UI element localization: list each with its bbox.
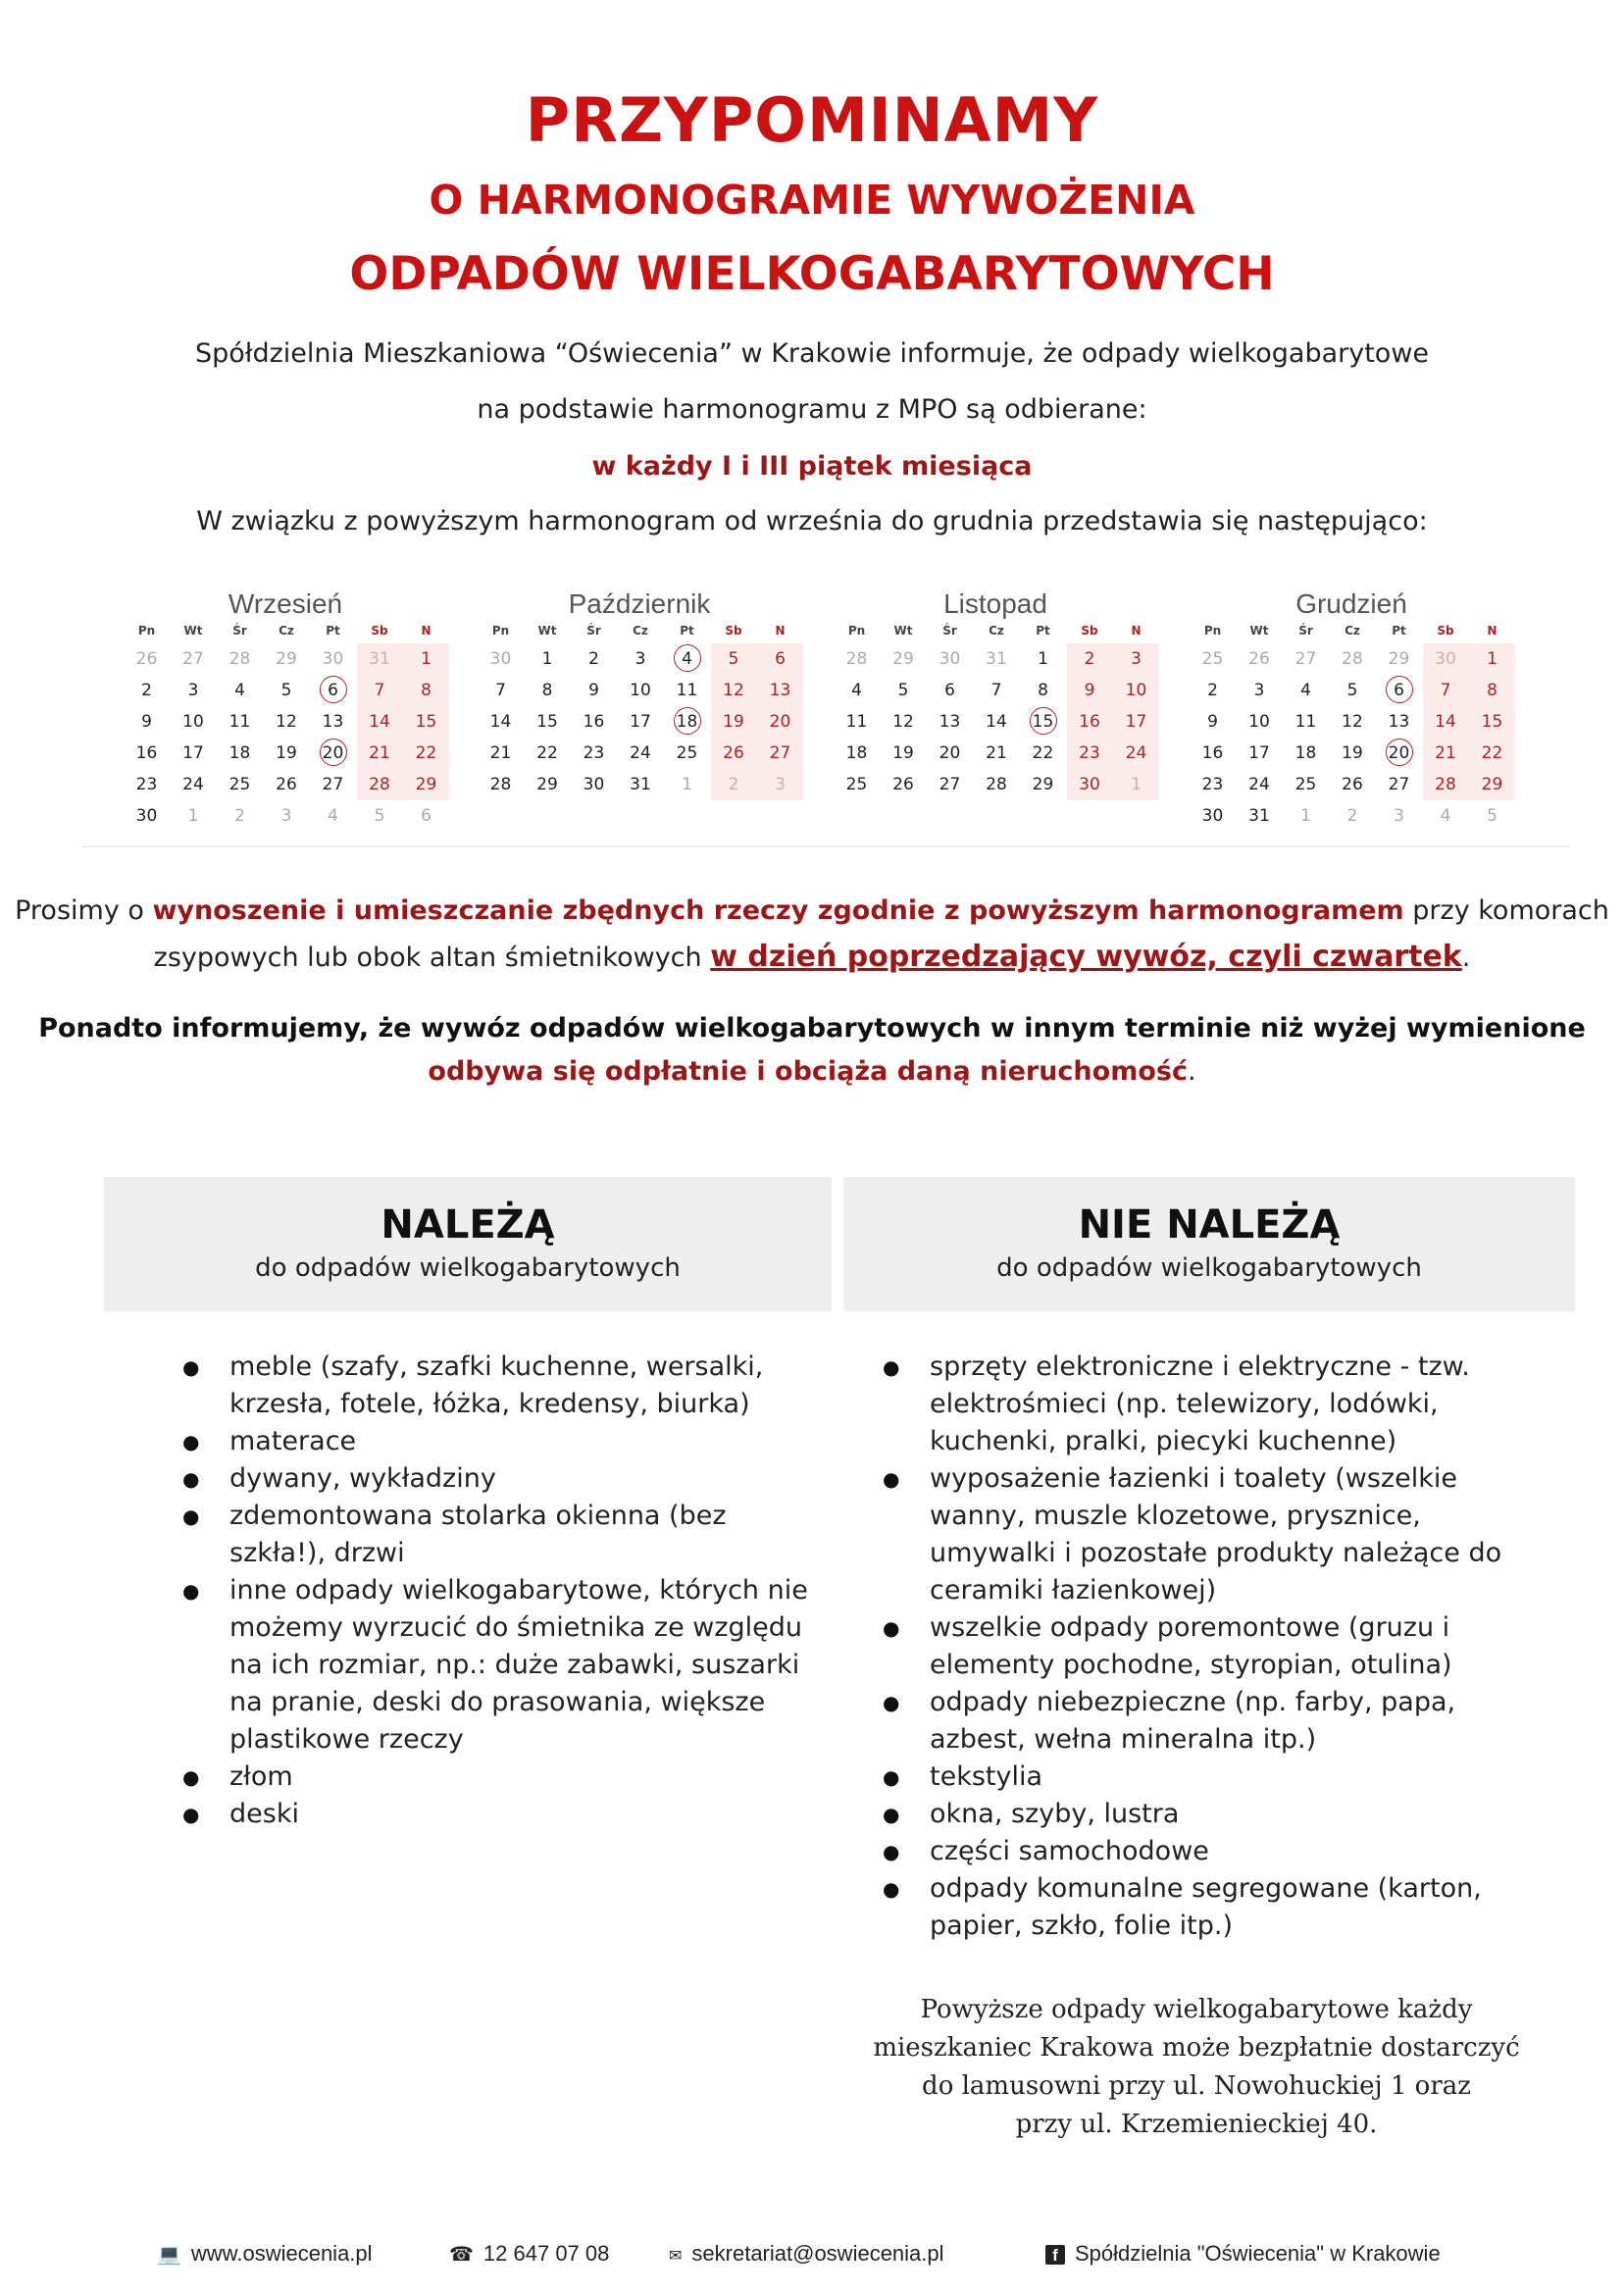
calendar-day: 10 bbox=[1248, 712, 1270, 732]
footer-website-text[interactable]: www.oswiecenia.pl bbox=[190, 2241, 373, 2266]
weekday-label: Wt bbox=[893, 624, 913, 637]
phone-icon: ☎ bbox=[449, 2244, 474, 2266]
calendar-day: 19 bbox=[1342, 743, 1363, 763]
calendar-day: 9 bbox=[1207, 712, 1218, 732]
calendar-day: 14 bbox=[986, 712, 1007, 732]
calendar-day: 30 bbox=[1423, 643, 1469, 675]
list-item: ● sprzęty elektroniczne i elektryczne - tzw. elektrośmieci (np. telewizory, lodówki, kuchenki, pralki, piecyki kuchenne) bbox=[883, 1349, 1549, 1460]
calendar-day: 1 bbox=[1113, 769, 1159, 800]
calendar-day: 9 bbox=[141, 712, 152, 732]
calendar-month bbox=[124, 588, 447, 840]
intro-line-1: Spółdzielnia Mieszkaniowa “Oświecenia” w Krakowie informuje, że odpady wielkogabarytowe bbox=[194, 338, 1430, 369]
calendar-day: 18 bbox=[228, 743, 251, 763]
calendar-month-title: Grudzień bbox=[1295, 588, 1407, 619]
calendar-day: 3 bbox=[280, 806, 292, 826]
calendar-month bbox=[1190, 588, 1513, 840]
calendar-day: 29 bbox=[276, 649, 297, 669]
calendar-day: 20 bbox=[939, 743, 961, 763]
calendar-day: 7 bbox=[357, 675, 403, 706]
pickup-day-marker: 6 bbox=[320, 676, 347, 703]
list-item: ● meble (szafy, szafki kuchenne, wersalki, krzesła, fotele, łóżka, kredensy, biurka) bbox=[182, 1349, 810, 1423]
list-item: ● materace bbox=[182, 1423, 810, 1460]
weekday-label: N bbox=[775, 624, 786, 637]
calendar-day: 9 bbox=[1067, 675, 1113, 706]
calendar-day: 27 bbox=[757, 738, 803, 769]
calendar-day bbox=[1376, 738, 1422, 769]
weekday-label: Sb bbox=[1437, 624, 1454, 637]
calendar-day: 29 bbox=[1032, 775, 1054, 794]
calendar-day: 31 bbox=[986, 649, 1007, 669]
calendar-day: 18 bbox=[1294, 743, 1317, 763]
lamusownia-note bbox=[853, 1991, 1540, 2144]
weekday-label: Pt bbox=[1392, 624, 1406, 637]
intro-line-4: W związku z powyższym harmonogram od września do grudnia przedstawia się następująco: bbox=[196, 506, 1428, 536]
pickup-day-marker: 15 bbox=[1030, 707, 1057, 735]
calendar-day: 22 bbox=[536, 743, 558, 763]
calendar-day: 28 bbox=[489, 775, 512, 794]
calendar-day: 1 bbox=[1038, 649, 1048, 669]
pickup-day-marker: 4 bbox=[674, 644, 701, 672]
calendar-day: 5 bbox=[1487, 806, 1497, 826]
note-line: do lamusowni przy ul. Nowohuckiej 1 oraz bbox=[922, 2071, 1471, 2101]
calendar-day: 26 bbox=[1248, 649, 1270, 669]
footer-phone-text: 12 647 07 08 bbox=[482, 2241, 610, 2266]
calendar-day: 22 bbox=[403, 738, 449, 769]
notice-paragraph-3: Ponadto informujemy, że wywóz odpadów wielkogabarytowych w innym terminie niż wyżej wymienione bbox=[38, 1013, 1586, 1044]
calendar-day: 26 bbox=[892, 775, 914, 794]
pickup-day-marker: 6 bbox=[1386, 676, 1413, 703]
calendar-day bbox=[664, 706, 710, 738]
pickup-day-marker: 20 bbox=[1386, 739, 1413, 766]
calendar-day: 17 bbox=[182, 743, 204, 763]
calendar-day: 20 bbox=[757, 706, 803, 738]
calendar-day: 14 bbox=[1423, 706, 1469, 738]
calendar-day: 10 bbox=[1113, 675, 1159, 706]
calendar-day bbox=[1020, 706, 1066, 738]
calendar-day: 30 bbox=[489, 649, 512, 669]
list-item: ● wszelkie odpady poremontowe (gruzu i elementy pochodne, styropian, otulina) bbox=[883, 1609, 1549, 1684]
notice-text: . bbox=[1187, 1056, 1196, 1087]
calendar-day bbox=[1376, 675, 1422, 706]
note-line: Powyższe odpady wielkogabarytowe każdy bbox=[920, 1995, 1473, 2024]
calendar-day: 5 bbox=[711, 643, 757, 675]
list-item: ● deski bbox=[182, 1796, 810, 1833]
calendar-day: 9 bbox=[588, 681, 599, 700]
calendar-day: 2 bbox=[1346, 806, 1358, 826]
calendar-day: 27 bbox=[1294, 649, 1317, 669]
calendar-day: 5 bbox=[280, 681, 292, 700]
calendar-day: 21 bbox=[1423, 738, 1469, 769]
calendar-day: 24 bbox=[1113, 738, 1159, 769]
calendar-day: 3 bbox=[187, 681, 199, 700]
calendar-day: 19 bbox=[711, 706, 757, 738]
envelope-icon: ✉ bbox=[669, 2248, 683, 2265]
weekday-label: Cz bbox=[989, 624, 1004, 637]
page-subtitle-2: ODPADÓW WIELKOGABARYTOWYCH bbox=[349, 247, 1275, 301]
calendar-day: 17 bbox=[1113, 706, 1159, 738]
weekday-label: Sb bbox=[371, 624, 388, 637]
laptop-icon: 💻 bbox=[157, 2244, 181, 2266]
calendar-day: 12 bbox=[276, 712, 297, 732]
weekday-label: Wt bbox=[183, 624, 203, 637]
calendar-day: 25 bbox=[1294, 775, 1317, 794]
calendar-day: 28 bbox=[357, 769, 403, 800]
calendar-day: 29 bbox=[1469, 769, 1515, 800]
calendar-day: 8 bbox=[403, 675, 449, 706]
weekday-label: N bbox=[1487, 624, 1497, 637]
not-belongs-subtitle: do odpadów wielkogabarytowych bbox=[996, 1253, 1422, 1283]
calendar-day: 2 bbox=[588, 649, 599, 669]
weekday-label: N bbox=[1131, 624, 1142, 637]
calendar-day: 3 bbox=[634, 649, 646, 669]
calendar-day: 27 bbox=[939, 775, 961, 794]
list-item: ● zdemontowana stolarka okienna (bez szkła!), drzwi bbox=[182, 1498, 810, 1572]
calendar-day: 23 bbox=[1067, 738, 1113, 769]
calendar-day: 18 bbox=[845, 743, 868, 763]
calendar-day: 1 bbox=[403, 643, 449, 675]
calendar-day: 4 bbox=[328, 806, 338, 826]
calendar-day bbox=[310, 738, 356, 769]
page-subtitle-1: O HARMONOGRAMIE WYWOŻENIA bbox=[429, 177, 1195, 224]
calendar-month-title: Wrzesień bbox=[228, 588, 343, 619]
calendar-month-title: Październik bbox=[568, 588, 711, 619]
weekday-label: Cz bbox=[633, 624, 648, 637]
list-item: ● odpady komunalne segregowane (karton, papier, szkło, folie itp.) bbox=[883, 1870, 1549, 1945]
list-item: ● części samochodowe bbox=[883, 1833, 1549, 1870]
calendar-day: 11 bbox=[228, 712, 251, 732]
notice-paragraph-4 bbox=[0, 1049, 1624, 1095]
list-item: ● wyposażenie łazienki i toalety (wszelkie wanny, muszle klozetowe, prysznice, umywalki i pozostałe produkty należące do ceramiki łazienkowej) bbox=[883, 1460, 1549, 1609]
footer-facebook-text[interactable]: Spółdzielnia "Oświecenia" w Krakowie bbox=[1075, 2241, 1441, 2266]
calendar-day: 23 bbox=[135, 775, 158, 794]
notice-highlight: wynoszenie i umieszczanie zbędnych rzeczy zgodnie z powyższym harmonogramem bbox=[152, 895, 1404, 926]
calendar-month bbox=[834, 588, 1157, 840]
calendar-day: 7 bbox=[495, 681, 506, 700]
notice-paragraph-1 bbox=[0, 889, 1624, 934]
calendar-day: 15 bbox=[403, 706, 449, 738]
calendar-day: 13 bbox=[1388, 712, 1410, 732]
calendar-day: 6 bbox=[421, 806, 431, 826]
weekday-label: Sb bbox=[725, 624, 742, 637]
weekday-label: Wt bbox=[537, 624, 557, 637]
calendar-day bbox=[310, 675, 356, 706]
pickup-day-marker: 20 bbox=[320, 739, 347, 766]
calendar-day: 28 bbox=[1423, 769, 1469, 800]
calendar-day: 28 bbox=[986, 775, 1007, 794]
notice-paragraph-2 bbox=[0, 935, 1624, 981]
weekday-label: Cz bbox=[1345, 624, 1360, 637]
calendar-day: 2 bbox=[1067, 643, 1113, 675]
calendar-day: 29 bbox=[403, 769, 449, 800]
calendar-day: 16 bbox=[1201, 743, 1224, 763]
calendar-day: 28 bbox=[228, 649, 251, 669]
calendar-day: 26 bbox=[135, 649, 158, 669]
page-title: PRZYPOMINAMY bbox=[525, 84, 1099, 156]
calendar-day: 30 bbox=[322, 649, 344, 669]
calendar-day: 3 bbox=[1113, 643, 1159, 675]
calendar-day: 8 bbox=[1469, 675, 1515, 706]
note-line: przy ul. Krzemienieckiej 40. bbox=[1015, 2110, 1378, 2139]
weekday-label: Pt bbox=[1036, 624, 1050, 637]
calendar-day: 8 bbox=[541, 681, 553, 700]
calendar-day: 11 bbox=[845, 712, 868, 732]
calendar-day: 25 bbox=[676, 743, 698, 763]
weekday-label: Pn bbox=[1203, 624, 1222, 637]
note-line: mieszkaniec Krakowa może bezpłatnie dostarczyć bbox=[873, 2033, 1520, 2063]
notice-highlight: odbywa się odpłatnie i obciąża daną nieruchomość bbox=[428, 1056, 1188, 1087]
intro-line-2: na podstawie harmonogramu z MPO są odbierane: bbox=[477, 394, 1147, 425]
calendar-day: 27 bbox=[322, 775, 344, 794]
calendar-day: 12 bbox=[892, 712, 914, 732]
calendar-day: 14 bbox=[489, 712, 512, 732]
calendar-day: 4 bbox=[1440, 806, 1451, 826]
calendar-day: 29 bbox=[1388, 649, 1410, 669]
divider bbox=[82, 846, 1569, 847]
calendar-day: 3 bbox=[757, 769, 803, 800]
weekday-label: Wt bbox=[1249, 624, 1269, 637]
calendar-day: 1 bbox=[1469, 643, 1515, 675]
calendar-day: 16 bbox=[135, 743, 158, 763]
calendar-day: 17 bbox=[630, 712, 651, 732]
calendar-day: 27 bbox=[182, 649, 204, 669]
calendar-day: 1 bbox=[1300, 806, 1311, 826]
calendar-day: 11 bbox=[676, 681, 698, 700]
calendar-day: 12 bbox=[1342, 712, 1363, 732]
calendar-day: 21 bbox=[986, 743, 1007, 763]
calendar-day: 21 bbox=[489, 743, 512, 763]
notice-text: zsypowych lub obok altan śmietnikowych bbox=[153, 943, 711, 973]
list-item: ● odpady niebezpieczne (np. farby, papa, azbest, wełna mineralna itp.) bbox=[883, 1684, 1549, 1759]
calendar-day: 1 bbox=[541, 649, 553, 669]
calendar-day: 7 bbox=[990, 681, 1002, 700]
calendar-day: 7 bbox=[1423, 675, 1469, 706]
not-belongs-list bbox=[883, 1349, 1549, 1945]
calendar-day: 31 bbox=[357, 643, 403, 675]
calendar-day: 5 bbox=[1346, 681, 1358, 700]
calendar-day: 16 bbox=[1067, 706, 1113, 738]
calendar-day: 30 bbox=[939, 649, 961, 669]
calendar-day: 2 bbox=[234, 806, 245, 826]
calendar-day: 21 bbox=[357, 738, 403, 769]
calendar-day: 26 bbox=[276, 775, 297, 794]
calendar-day: 26 bbox=[1342, 775, 1363, 794]
weekday-label: Pn bbox=[491, 624, 510, 637]
notice-text: . bbox=[1461, 943, 1471, 973]
calendar-day: 25 bbox=[1201, 649, 1224, 669]
calendar-day: 10 bbox=[182, 712, 204, 732]
weekday-label: Śr bbox=[1298, 624, 1313, 637]
calendar-day: 31 bbox=[630, 775, 651, 794]
list-item: ● dywany, wykładziny bbox=[182, 1460, 810, 1498]
calendar-day bbox=[664, 643, 710, 675]
calendar-day: 17 bbox=[1248, 743, 1270, 763]
calendar-day: 22 bbox=[1032, 743, 1054, 763]
calendar-day: 30 bbox=[583, 775, 605, 794]
calendar-day: 4 bbox=[851, 681, 862, 700]
calendar-day: 2 bbox=[711, 769, 757, 800]
calendar-day: 30 bbox=[1201, 806, 1224, 826]
footer-phone bbox=[449, 2241, 609, 2267]
calendar-day: 11 bbox=[1294, 712, 1317, 732]
calendar-day: 19 bbox=[276, 743, 297, 763]
footer-facebook[interactable] bbox=[1045, 2241, 1441, 2267]
calendar-day: 4 bbox=[234, 681, 245, 700]
calendar-day: 24 bbox=[1248, 775, 1270, 794]
calendar-day: 2 bbox=[141, 681, 152, 700]
calendar-day: 3 bbox=[1253, 681, 1265, 700]
calendar-day: 24 bbox=[182, 775, 204, 794]
calendar-day: 1 bbox=[187, 806, 199, 826]
calendar-day: 27 bbox=[1388, 775, 1410, 794]
calendar-day: 19 bbox=[892, 743, 914, 763]
calendar-month-title: Listopad bbox=[943, 588, 1047, 619]
calendar-day: 30 bbox=[135, 806, 158, 826]
belongs-title: NALEŻĄ bbox=[381, 1202, 555, 1248]
weekday-label: Pn bbox=[137, 624, 156, 637]
calendar-day: 16 bbox=[583, 712, 605, 732]
notice-text: przy komorach bbox=[1403, 895, 1609, 926]
calendar-day: 28 bbox=[845, 649, 868, 669]
calendar-day: 24 bbox=[630, 743, 651, 763]
calendar-day: 5 bbox=[897, 681, 909, 700]
calendar-day: 23 bbox=[1201, 775, 1224, 794]
calendar-day: 12 bbox=[711, 675, 757, 706]
calendar-day: 29 bbox=[892, 649, 914, 669]
weekday-label: Śr bbox=[586, 624, 601, 637]
calendar-day: 13 bbox=[322, 712, 344, 732]
facebook-icon: f bbox=[1045, 2245, 1065, 2265]
calendar-day: 30 bbox=[1067, 769, 1113, 800]
calendar-day: 5 bbox=[374, 806, 385, 826]
footer-email-text[interactable]: sekretariat@oswiecenia.pl bbox=[691, 2241, 944, 2266]
weekday-label: N bbox=[421, 624, 431, 637]
weekday-label: Pt bbox=[326, 624, 340, 637]
notice-text: Prosimy o bbox=[15, 895, 153, 926]
calendar-day: 6 bbox=[757, 643, 803, 675]
calendar-day: 15 bbox=[536, 712, 558, 732]
pickup-day-marker: 18 bbox=[674, 707, 701, 735]
weekday-label: Sb bbox=[1081, 624, 1098, 637]
belongs-list bbox=[182, 1349, 810, 1833]
calendar-day: 23 bbox=[583, 743, 605, 763]
calendar-day: 8 bbox=[1038, 681, 1048, 700]
notice-highlight-underlined: w dzień poprzedzający wywóz, czyli czwartek bbox=[710, 940, 1462, 974]
weekday-label: Cz bbox=[279, 624, 294, 637]
calendar-day: 26 bbox=[711, 738, 757, 769]
list-item: ● tekstylia bbox=[883, 1759, 1549, 1796]
calendar-day: 3 bbox=[1394, 806, 1404, 826]
footer-website[interactable] bbox=[157, 2241, 373, 2267]
weekday-label: Śr bbox=[942, 624, 957, 637]
weekday-label: Śr bbox=[232, 624, 247, 637]
belongs-header-box bbox=[104, 1177, 832, 1311]
calendar-day: 31 bbox=[1248, 806, 1270, 826]
calendar-day: 15 bbox=[1469, 706, 1515, 738]
not-belongs-title: NIE NALEŻĄ bbox=[1078, 1202, 1341, 1248]
calendar-day: 13 bbox=[757, 675, 803, 706]
list-item: ● okna, szyby, lustra bbox=[883, 1796, 1549, 1833]
intro-line-3: w każdy I i III piątek miesiąca bbox=[591, 451, 1033, 482]
calendar-day: 29 bbox=[536, 775, 558, 794]
calendar-day: 1 bbox=[682, 775, 692, 794]
calendar-day: 25 bbox=[845, 775, 868, 794]
calendar-day: 2 bbox=[1207, 681, 1218, 700]
calendar-day: 28 bbox=[1342, 649, 1363, 669]
calendar-day: 22 bbox=[1469, 738, 1515, 769]
list-item: ● złom bbox=[182, 1759, 810, 1796]
belongs-subtitle: do odpadów wielkogabarytowych bbox=[255, 1253, 681, 1283]
footer-email[interactable] bbox=[669, 2241, 944, 2267]
calendar-month bbox=[478, 588, 801, 840]
weekday-label: Pt bbox=[680, 624, 694, 637]
weekday-label: Pn bbox=[847, 624, 866, 637]
not-belongs-header-box bbox=[843, 1177, 1575, 1311]
calendar-day: 13 bbox=[939, 712, 961, 732]
calendar-day: 25 bbox=[228, 775, 251, 794]
calendar-day: 4 bbox=[1300, 681, 1311, 700]
list-item: ● inne odpady wielkogabarytowe, których nie możemy wyrzucić do śmietnika ze względu na ich rozmiar, np.: duże zabawki, suszarki na pranie, deski do prasowania, większe plastikowe rzeczy bbox=[182, 1572, 810, 1759]
calendar-day: 6 bbox=[944, 681, 955, 700]
calendar-day: 14 bbox=[357, 706, 403, 738]
calendar-day: 10 bbox=[630, 681, 651, 700]
